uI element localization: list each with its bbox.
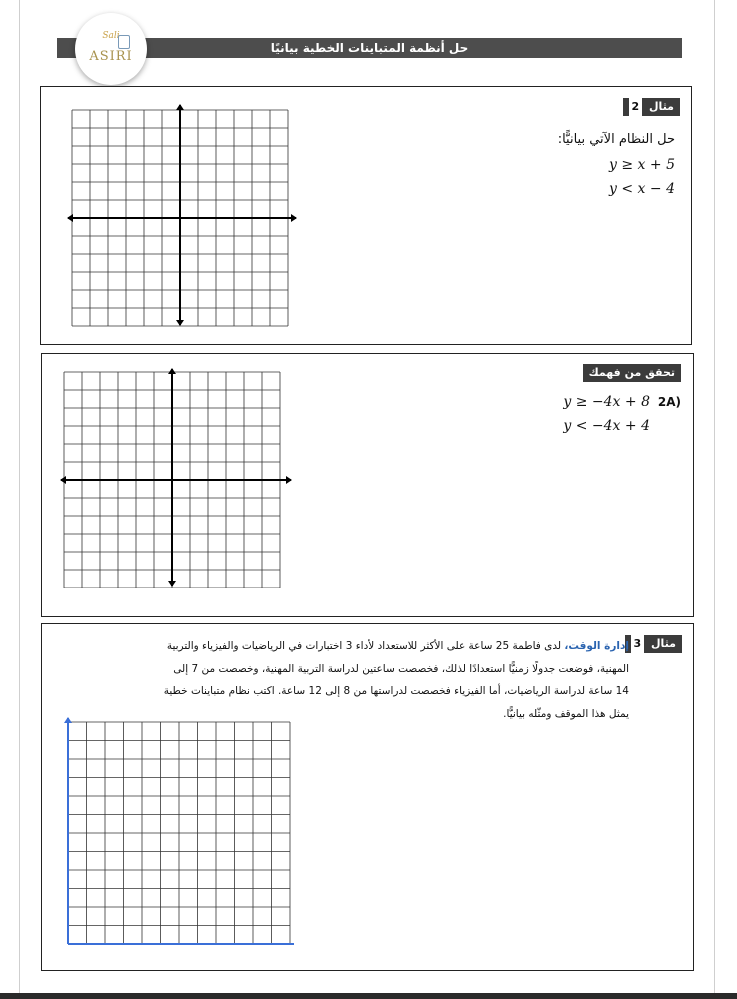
example-3-line-1 — [109, 635, 629, 658]
example-3-line-4: يمثل هذا الموقف ومثّله بيانيًّا. — [503, 707, 629, 720]
y-axis-arrow-up-icon — [176, 104, 184, 110]
example-2-inequality-2: y < x − 4 — [609, 181, 675, 197]
y-axis-arrow-up-icon — [64, 717, 72, 723]
example-3-title: إدارة الوقت، — [564, 640, 629, 652]
title-bar — [57, 38, 682, 58]
page-title: حل أنظمة المتباينات الخطية بيانيًا — [270, 41, 469, 55]
coordinate-grid-2[interactable] — [59, 367, 293, 588]
logo — [75, 13, 147, 85]
example-2-prompt: حل النظام الآتي بيانيًّا: — [557, 132, 675, 147]
example-2-number: 2 — [629, 98, 643, 116]
check-inequality-1: y ≥ −4x + 8 — [563, 394, 650, 410]
check-tag: تحقق من فهمك — [583, 364, 681, 382]
y-axis-arrow-down-icon — [168, 581, 176, 587]
check-item-label: 2A) — [657, 395, 681, 409]
y-axis-arrow-down-icon — [176, 320, 184, 326]
example-3-text — [109, 635, 629, 725]
coordinate-grid-1[interactable] — [66, 103, 298, 327]
x-axis-arrow-left-icon — [60, 476, 66, 484]
x-axis-arrow-left-icon — [67, 214, 73, 222]
example-3-tag — [625, 635, 682, 653]
bottom-bar — [0, 993, 737, 999]
example-2-label: مثال — [649, 100, 674, 113]
example-3-line-1-text: لدى فاطمة 25 ساعة على الأكثر للاستعداد لأداء 3 اختبارات في الرياضيات والفيزياء والتربية — [166, 640, 562, 652]
x-axis-arrow-right-icon — [286, 476, 292, 484]
example-3-line-2: المهنية، فوضعت جدولًا زمنيًّا استعدادًا لذلك، فخصصت ساعتين لدراسة التربية المهنية، وخصصت من 7 إلى — [173, 662, 629, 675]
example-2-tag — [623, 98, 680, 116]
logo-name: ASIRI — [89, 49, 133, 64]
example-3-line-3: 14 ساعة لدراسة الرياضيات، أما الفيزياء فخصصت لدراستها من 8 إلى 12 ساعة. اكتب نظام متباينات خطية — [163, 685, 629, 697]
y-axis-arrow-up-icon — [168, 368, 176, 374]
x-axis-arrow-right-icon — [291, 214, 297, 222]
check-inequality-2: y < −4x + 4 — [563, 418, 650, 434]
example-3-number: 3 — [631, 635, 645, 653]
example-3-label: مثال — [651, 637, 676, 650]
first-quadrant-grid[interactable] — [62, 716, 298, 946]
logo-script: Sali — [102, 31, 120, 41]
example-2-inequality-1: y ≥ x + 5 — [609, 157, 675, 173]
calculator-icon — [118, 35, 130, 49]
